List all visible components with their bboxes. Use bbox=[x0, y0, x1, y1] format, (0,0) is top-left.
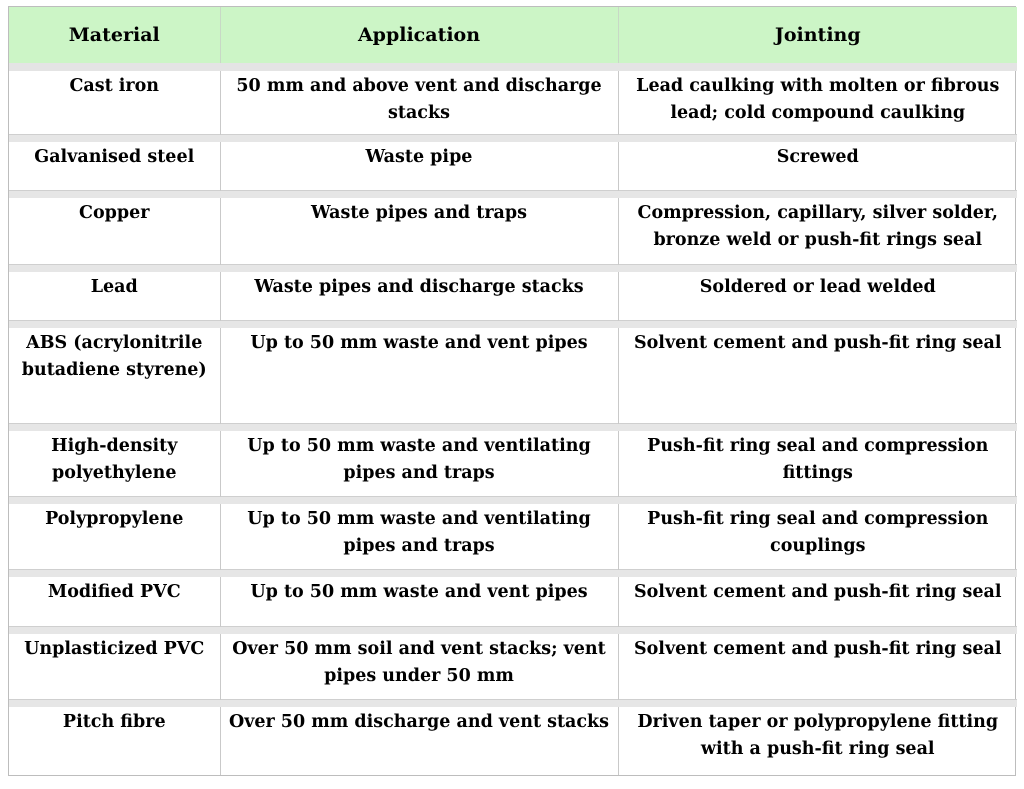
cell-application: Over 50 mm soil and vent stacks; vent pipes under 50 mm bbox=[220, 630, 618, 703]
materials-table-container bbox=[8, 6, 1016, 776]
table-row bbox=[9, 574, 1017, 630]
cell-jointing: Solvent cement and push-fit ring seal bbox=[618, 630, 1017, 703]
table-row bbox=[9, 139, 1017, 195]
cell-application: Up to 50 mm waste and ventilating pipes and traps bbox=[220, 427, 618, 500]
table-body bbox=[9, 67, 1017, 775]
table-row bbox=[9, 501, 1017, 574]
cell-jointing: Screwed bbox=[618, 139, 1017, 195]
cell-material: Pitch fibre bbox=[9, 703, 220, 775]
cell-material: Unplasticized PVC bbox=[9, 630, 220, 703]
cell-material: High-density polyethylene bbox=[9, 427, 220, 500]
cell-application: Waste pipes and traps bbox=[220, 195, 618, 268]
cell-material: Lead bbox=[9, 268, 220, 324]
header-application: Application bbox=[220, 7, 618, 67]
cell-jointing: Solvent cement and push-fit ring seal bbox=[618, 324, 1017, 427]
cell-material: Copper bbox=[9, 195, 220, 268]
table-row bbox=[9, 324, 1017, 427]
cell-jointing: Push-fit ring seal and compression fittings bbox=[618, 427, 1017, 500]
cell-material: Galvanised steel bbox=[9, 139, 220, 195]
table-row bbox=[9, 427, 1017, 500]
cell-jointing: Driven taper or polypropylene fitting with a push-fit ring seal bbox=[637, 711, 999, 759]
header-jointing: Jointing bbox=[618, 7, 1017, 67]
pipe-materials-table bbox=[9, 7, 1017, 775]
header-row bbox=[9, 7, 1017, 67]
table-header bbox=[9, 7, 1017, 67]
cell-jointing: Soldered or lead welded bbox=[618, 268, 1017, 324]
cell-material: Cast iron bbox=[9, 67, 220, 139]
cell-application: Waste pipes and discharge stacks bbox=[220, 268, 618, 324]
cell-material: Modified PVC bbox=[9, 574, 220, 630]
cell-material: ABS (acrylonitrile butadiene styrene) bbox=[9, 324, 220, 427]
cell-jointing: Compression, capillary, silver solder, bronze weld or push-fit rings seal bbox=[618, 195, 1017, 268]
table-row bbox=[9, 630, 1017, 703]
table-row bbox=[9, 195, 1017, 268]
cell-application: Up to 50 mm waste and vent pipes bbox=[220, 574, 618, 630]
table-row bbox=[9, 67, 1017, 139]
table-row bbox=[9, 268, 1017, 324]
cell-jointing: Lead caulking with molten or fibrous lead; cold compound caulking bbox=[618, 67, 1017, 139]
cell-application: Over 50 mm discharge and vent stacks bbox=[220, 703, 618, 775]
cell-material: Polypropylene bbox=[9, 501, 220, 574]
header-material: Material bbox=[9, 7, 220, 67]
cell-application: Up to 50 mm waste and vent pipes bbox=[220, 324, 618, 427]
cell-jointing: Push-fit ring seal and compression couplings bbox=[618, 501, 1017, 574]
cell-jointing: Solvent cement and push-fit ring seal bbox=[618, 574, 1017, 630]
cell-application: Waste pipe bbox=[220, 139, 618, 195]
table-row bbox=[9, 703, 1017, 775]
cell-application: 50 mm and above vent and discharge stacks bbox=[220, 67, 618, 139]
cell-application: Up to 50 mm waste and ventilating pipes and traps bbox=[220, 501, 618, 574]
